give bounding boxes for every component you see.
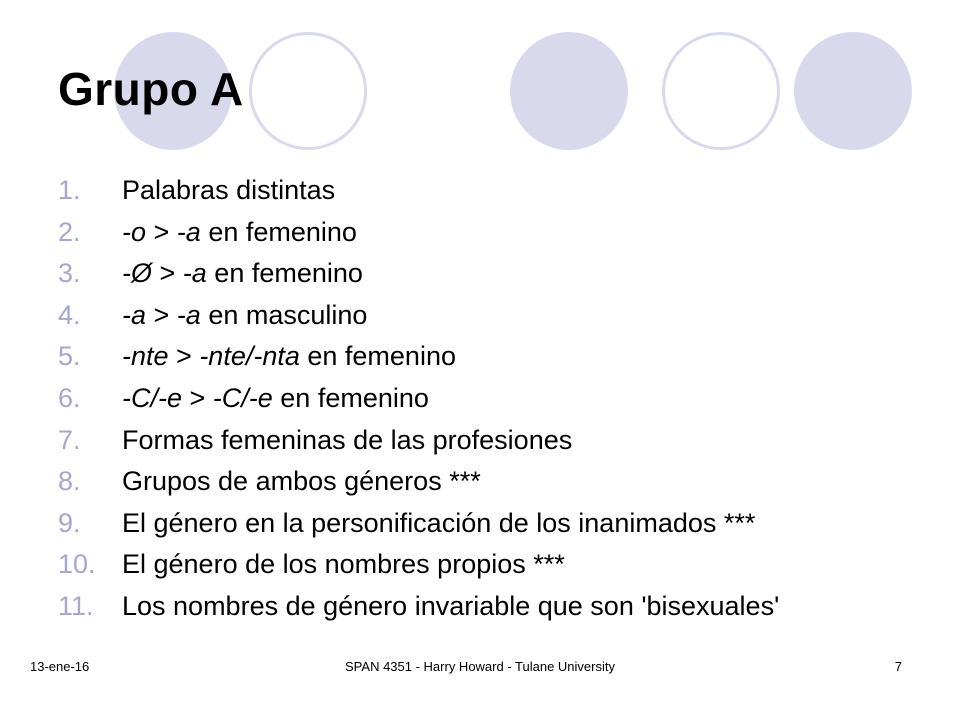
list-item-number: 7. <box>58 424 81 455</box>
list-item <box>58 461 938 503</box>
list-item-text-part: > <box>168 341 200 372</box>
list-item-number: 8. <box>58 466 81 497</box>
decorative-circle-outlined-1 <box>249 32 367 150</box>
list-item-text <box>122 253 363 295</box>
list-item-text <box>122 420 572 462</box>
decorative-circle-filled-2 <box>510 32 628 150</box>
list-item-text-italic: -a <box>176 216 201 247</box>
list-item-text <box>122 461 481 503</box>
list-item <box>58 336 938 378</box>
list-item <box>58 378 938 420</box>
list-item-text-italic: -a <box>176 299 201 330</box>
list-item-text-italic: -C/-e <box>212 382 273 413</box>
list-item-number: 9. <box>58 507 81 538</box>
list-item-text-part: > <box>182 382 213 413</box>
decorative-circle-filled-3 <box>794 32 912 150</box>
list-item-text-part: en femenino <box>200 216 357 247</box>
list-item-text-part: > <box>152 258 183 289</box>
list-item-text-part: en femenino <box>299 341 456 372</box>
list-item-text-part: en femenino <box>272 382 429 413</box>
list-item-number: 6. <box>58 382 81 413</box>
list-item-text-part: Palabras distintas <box>122 175 336 205</box>
list-item-text <box>122 586 779 628</box>
list-item-text-part: Grupos de ambos géneros *** <box>122 466 481 497</box>
footer-center-text: SPAN 4351 - Harry Howard - Tulane University <box>345 659 615 674</box>
list-item-number: 11. <box>58 590 94 621</box>
list-item-text-italic: -nte <box>122 341 169 372</box>
list-item-text-italic: -Ø <box>122 258 152 289</box>
decorative-circle-outlined-2 <box>662 32 780 150</box>
list-item-number: 5. <box>58 341 81 372</box>
list-item-text-part: El género en la personificación de los inanimados *** <box>122 507 756 538</box>
list-item-number: 2. <box>58 216 81 247</box>
list-item-text <box>122 295 367 337</box>
list-item-text-italic: -a <box>182 258 207 289</box>
list-item-text-italic: -a <box>122 299 147 330</box>
footer-page-number: 7 <box>894 659 902 674</box>
list-item-text <box>122 378 429 420</box>
list-item-text <box>122 336 456 378</box>
list-item <box>58 503 938 545</box>
slide-title: Grupo A <box>58 63 244 115</box>
list-item-text-part: Los nombres de género invariable que son 'bisexuales' <box>122 590 780 621</box>
list-item-text-part: Formas femeninas de las profesiones <box>122 424 573 455</box>
list-item-text <box>122 544 565 586</box>
list-item-number: 4. <box>58 299 81 330</box>
list-item <box>58 295 938 337</box>
list-item-number: 10. <box>58 549 96 580</box>
list-item-text-part: en masculino <box>200 299 368 330</box>
list-item-text-part: > <box>146 299 177 330</box>
list-item <box>58 420 938 462</box>
list-item-text-italic: -o <box>122 216 147 247</box>
list-item-text-italic: -C/-e <box>122 382 182 413</box>
list-item-text <box>122 212 357 254</box>
list-item <box>58 253 938 295</box>
list-item-text-part: en femenino <box>206 258 363 289</box>
list-item <box>58 170 938 212</box>
list-item-text <box>122 503 755 545</box>
numbered-list <box>58 170 938 628</box>
list-item <box>58 586 938 628</box>
list-item-text-part: > <box>146 216 177 247</box>
list-item <box>58 544 938 586</box>
list-item-text <box>122 170 335 212</box>
list-item <box>58 212 938 254</box>
list-item-number: 3. <box>58 258 81 289</box>
list-item-text-italic: -nte/-nta <box>199 341 300 372</box>
list-item-number: 1. <box>58 175 81 205</box>
list-item-text-part: El género de los nombres propios *** <box>122 549 565 580</box>
footer-date: 13-ene-16 <box>30 659 90 674</box>
